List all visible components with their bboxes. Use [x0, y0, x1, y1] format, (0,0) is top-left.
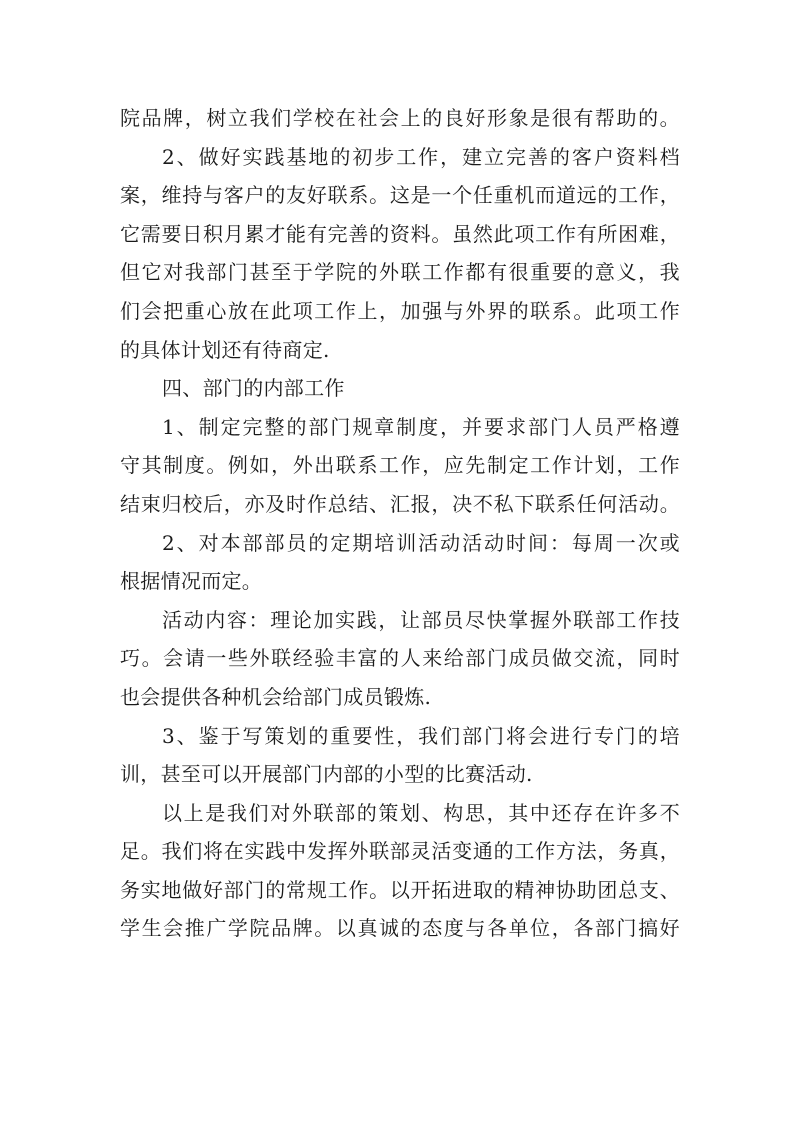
document-body — [120, 99, 680, 948]
text-line: 院品牌，树立我们学校在社会上的良好形象是很有帮助的。 — [120, 106, 680, 130]
text-line: 2、对本部部员的定期培训活动活动时间：每周一次或 — [162, 530, 680, 555]
text-line: 巧。会请一些外联经验丰富的人来给部门成员做交流，同时 — [120, 646, 680, 671]
text-line: 守其制度。例如，外出联系工作，应先制定工作计划，工作 — [120, 453, 680, 478]
text-line: 活动内容：理论加实践，让部员尽快掌握外联部工作技 — [162, 607, 680, 632]
text-line: 案，维持与客户的友好联系。这是一个任重机而道远的工作， — [120, 183, 680, 208]
text-line: 训，甚至可以开展部门内部的小型的比赛活动. — [120, 762, 533, 787]
text-line: 也会提供各种机会给部门成员锻炼. — [120, 684, 432, 709]
text-line: 们会把重心放在此项工作上，加强与外界的联系。此项工作 — [120, 298, 680, 323]
text-line: 3、鉴于写策划的重要性，我们部门将会进行专门的培 — [162, 723, 680, 748]
text-line: 的具体计划还有待商定. — [120, 337, 330, 362]
text-line: 以上是我们对外联部的策划、构思，其中还存在许多不 — [162, 800, 680, 825]
text-line: 它需要日积月累才能有完善的资料。虽然此项工作有所困难， — [120, 221, 680, 246]
text-line: 足。我们将在实践中发挥外联部灵活变通的工作方法，务真， — [120, 839, 680, 864]
text-line: 2、做好实践基地的初步工作，建立完善的客户资料档 — [162, 144, 680, 169]
text-line: 学生会推广学院品牌。以真诚的态度与各单位，各部门搞好 — [120, 916, 680, 941]
text-line: 务实地做好部门的常规工作。以开拓进取的精神协助团总支、 — [120, 877, 680, 902]
text-line: 结束归校后，亦及时作总结、汇报，决不私下联系任何活动。 — [120, 491, 680, 516]
text-line: 但它对我部门甚至于学院的外联工作都有很重要的意义，我 — [120, 260, 680, 285]
text-line: 根据情况而定。 — [120, 569, 263, 594]
text-line: 四、部门的内部工作 — [162, 376, 345, 401]
text-line: 1、制定完整的部门规章制度，并要求部门人员严格遵 — [162, 414, 680, 439]
